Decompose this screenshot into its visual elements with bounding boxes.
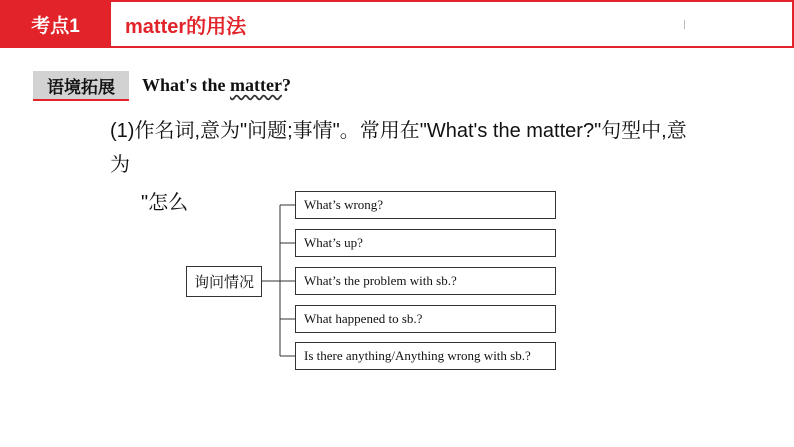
topic-tag: 考点1 [0, 0, 111, 48]
diagram-branch-box: What’s up? [295, 229, 556, 257]
diagram-branch-box: What’s the problem with sb.? [295, 267, 556, 295]
phrase-prefix: What's the [142, 75, 231, 95]
diagram-branch-box: Is there anything/Anything wrong with sb.? [295, 342, 556, 370]
diagram-root-box: 询问情况 [186, 266, 262, 297]
diagram-branch-box: What happened to sb.? [295, 305, 556, 333]
diagram-branch-box: What’s wrong? [295, 191, 556, 219]
page-title: matter的用法 [125, 15, 247, 38]
phrase-keyword: matter [230, 75, 282, 95]
explanation-paragraph: (1)作名词,意为"问题;事情"。常用在"What's the matter?"句型中,意为 [110, 120, 687, 176]
phrase-suffix: ? [281, 75, 291, 95]
section-tag: 语境拓展 [33, 71, 129, 101]
meaning-text: "怎么 [141, 192, 189, 214]
